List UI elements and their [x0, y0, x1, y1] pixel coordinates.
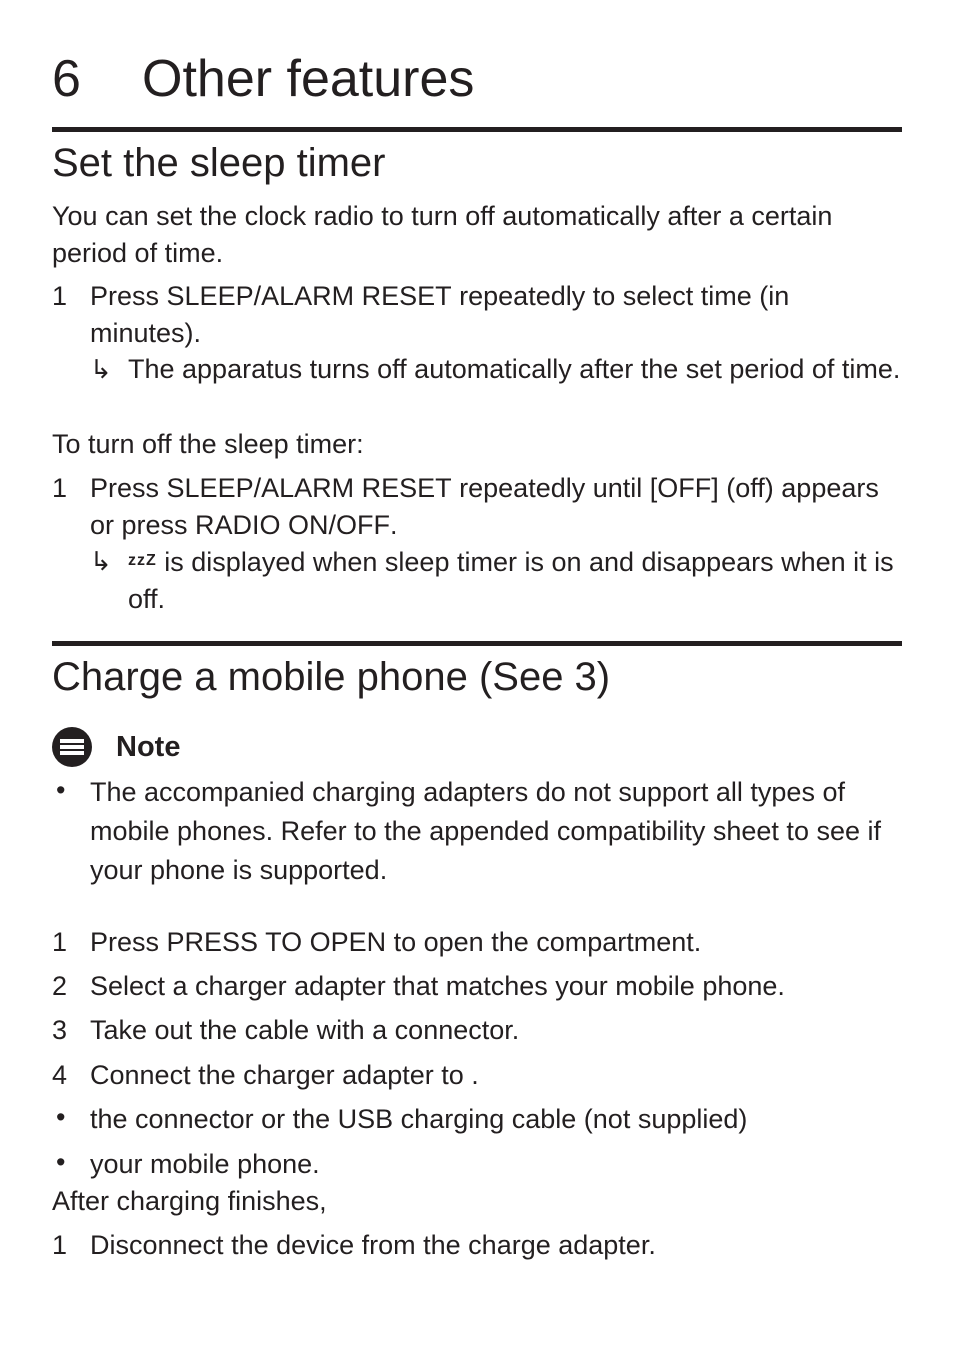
result-arrow-icon: ↳: [90, 546, 112, 576]
sleep-zzz-icon: zzZ: [128, 552, 157, 569]
sleep-off-heading: To turn off the sleep timer:: [52, 429, 364, 459]
final-step: [52, 1227, 902, 1264]
charge-bullet-1: [52, 1100, 902, 1139]
step-text-pre: Press: [90, 473, 167, 503]
off-display: [OFF]: [649, 473, 719, 503]
step-number: 3: [52, 1015, 68, 1045]
step-text: Disconnect the device from the charge adapter.: [90, 1230, 656, 1260]
step-number: 2: [52, 971, 68, 1001]
result-text-body: is displayed when sleep timer is on and disappears when it is off.: [128, 547, 894, 614]
result-arrow-icon: ↳: [90, 354, 112, 384]
result-text: [128, 543, 902, 617]
result-text: The apparatus turns off automatically after the set period of time.: [128, 354, 901, 384]
step-text-post: to open the compartment.: [386, 927, 702, 957]
press-to-open-key: PRESS TO OPEN: [166, 927, 387, 957]
radio-on-off-key: RADIO ON/OFF: [195, 509, 391, 540]
sleep-step-1: [52, 278, 902, 351]
note-header: [52, 727, 180, 767]
sleep-off-step-1: [52, 470, 902, 543]
step-text-post: .: [390, 509, 398, 540]
step-number: 1: [52, 1230, 68, 1260]
bullet-text: the connector or the USB charging cable (not supplied): [90, 1104, 748, 1134]
step-text: [90, 278, 902, 351]
charge-step-4: [52, 1057, 902, 1094]
chapter-rule: [52, 127, 902, 132]
sleep-alarm-reset-key: SLEEP/ALARM RESET: [166, 473, 452, 503]
note-icon: [52, 727, 92, 767]
section-heading-charge: Charge a mobile phone (See 3): [52, 655, 611, 699]
chapter-title: [52, 48, 474, 110]
note-text: The accompanied charging adapters do not support all types of mobile phones. Refer to the appended compatibility sheet to see if your phone is supported.: [90, 777, 881, 885]
section-heading-sleep: Set the sleep timer: [52, 141, 386, 185]
note-bullet: [52, 773, 902, 890]
charge-bullet-2: [52, 1145, 902, 1184]
step-number: 1: [52, 281, 68, 311]
sleep-alarm-reset-key: SLEEP/ALARM RESET: [166, 281, 452, 311]
bullet-dot: •: [56, 1102, 66, 1132]
bullet-dot: •: [56, 1147, 66, 1177]
step-text: [90, 924, 902, 961]
chapter-title-text: Other features: [142, 50, 475, 108]
bullet-text: your mobile phone.: [90, 1149, 320, 1179]
step-text-post: repeatedly to select time (in minutes).: [90, 281, 790, 348]
note-label: Note: [116, 730, 181, 763]
charge-step-2: [52, 968, 902, 1005]
step-text-pre: Press: [90, 281, 167, 311]
sleep-result-1: [90, 351, 902, 388]
step-text-mid: repeatedly until: [451, 473, 650, 503]
step-number: 1: [52, 927, 68, 957]
step-text-pre: Press: [90, 927, 167, 957]
sleep-off-result: [90, 543, 902, 617]
step-text: Select a charger adapter that matches your mobile phone.: [90, 971, 785, 1001]
chapter-number: 6: [52, 50, 81, 108]
bullet-dot: •: [56, 775, 66, 805]
step-text: Take out the cable with a connector.: [90, 1015, 520, 1045]
step-text: [90, 470, 902, 543]
step-number: 1: [52, 473, 68, 503]
sleep-intro: You can set the clock radio to turn off automatically after a certain period of time.: [52, 201, 833, 268]
step-text: Connect the charger adapter to .: [90, 1060, 479, 1090]
step-number: 4: [52, 1060, 68, 1090]
after-charging-text: After charging finishes,: [52, 1186, 327, 1216]
charge-step-1: [52, 924, 902, 961]
section-rule: [52, 641, 902, 646]
charge-step-3: [52, 1012, 902, 1049]
step-text-mid2: (off) appears or press: [90, 473, 879, 540]
